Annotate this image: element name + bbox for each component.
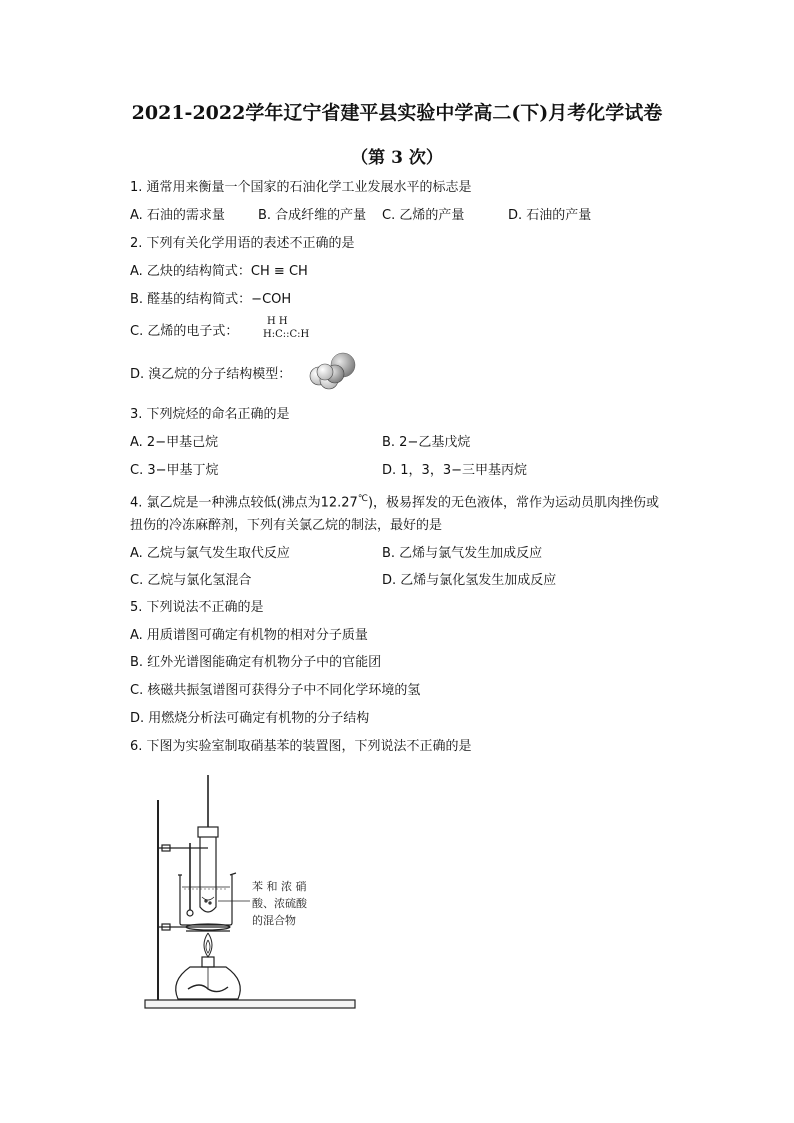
q3-option-d: D. 1，3，3−三甲基丙烷	[382, 463, 527, 478]
ethylene-formula-bottom: H:C::C:H	[263, 329, 310, 340]
test-tube	[200, 835, 216, 912]
ethylene-electron-formula	[263, 316, 310, 344]
q2-option-b: B. 醛基的结构简式：−COH	[130, 292, 292, 307]
q5-option-d: D. 用燃烧分析法可确定有机物的分子结构	[130, 711, 370, 726]
apparatus-label-line2: 酸、浓硫酸	[252, 897, 307, 910]
q4-option-d: D. 乙烯与氯化氢发生加成反应	[382, 573, 557, 588]
q1-option-d: D. 石油的产量	[508, 208, 592, 223]
q4-stem-part1: 4. 氯乙烷是一种沸点较低(沸点为12.27	[130, 495, 358, 511]
question-1-stem: 1. 通常用来衡量一个国家的石油化学工业发展水平的标志是	[130, 180, 472, 195]
apparatus-label-line3: 的混合物	[252, 914, 296, 927]
q2-option-a: A. 乙炔的结构简式：CH ≡ CH	[130, 264, 308, 279]
q1-option-c: C. 乙烯的产量	[382, 208, 465, 223]
exam-subtitle: （第 3 次）	[351, 148, 443, 168]
q3-option-c: C. 3−甲基丁烷	[130, 463, 219, 478]
q4-option-b: B. 乙烯与氯气发生加成反应	[382, 546, 543, 561]
q4-stem-part2: )，极易挥发的无色液体，常作为运动员肌肉挫伤或	[367, 495, 660, 511]
q2-option-c: C. 乙烯的电子式：	[130, 324, 239, 339]
question-5-stem: 5. 下列说法不正确的是	[130, 600, 264, 615]
q1-option-b: B. 合成纤维的产量	[258, 208, 367, 223]
q2-option-d: D. 溴乙烷的分子结构模型：	[130, 367, 292, 382]
apparatus-label-line1: 苯 和 浓 硝	[252, 880, 307, 893]
stand-base	[145, 1000, 355, 1008]
q5-option-b: B. 红外光谱图能确定有机物分子中的官能团	[130, 655, 382, 670]
q4-option-a: A. 乙烷与氯气发生取代反应	[130, 546, 290, 561]
nitrobenzene-apparatus-diagram	[140, 775, 370, 1015]
exam-title: 2021-2022学年辽宁省建平县实验中学高二(下)月考化学试卷	[131, 102, 663, 124]
q5-option-a: A. 用质谱图可确定有机物的相对分子质量	[130, 628, 368, 643]
q3-option-a: A. 2−甲基己烷	[130, 435, 219, 450]
question-3-stem: 3. 下列烷烃的命名正确的是	[130, 407, 290, 422]
bromoethane-ball-model	[305, 352, 359, 392]
q4-stem-unit: ℃	[357, 494, 368, 504]
q3-option-b: B. 2−乙基戊烷	[382, 435, 471, 450]
q5-option-c: C. 核磁共振氢谱图可获得分子中不同化学环境的氢	[130, 683, 421, 698]
question-4-stem-line2: 扭伤的冷冻麻醉剂，下列有关氯乙烷的制法，最好的是	[130, 518, 443, 533]
question-4-stem	[130, 491, 659, 511]
ethylene-formula-top: H H	[267, 316, 288, 327]
q1-option-a: A. 石油的需求量	[130, 208, 225, 223]
question-6-stem: 6. 下图为实验室制取硝基苯的装置图，下列说法不正确的是	[130, 739, 472, 754]
q4-option-c: C. 乙烷与氯化氢混合	[130, 573, 252, 588]
question-2-stem: 2. 下列有关化学用语的表述不正确的是	[130, 236, 355, 251]
